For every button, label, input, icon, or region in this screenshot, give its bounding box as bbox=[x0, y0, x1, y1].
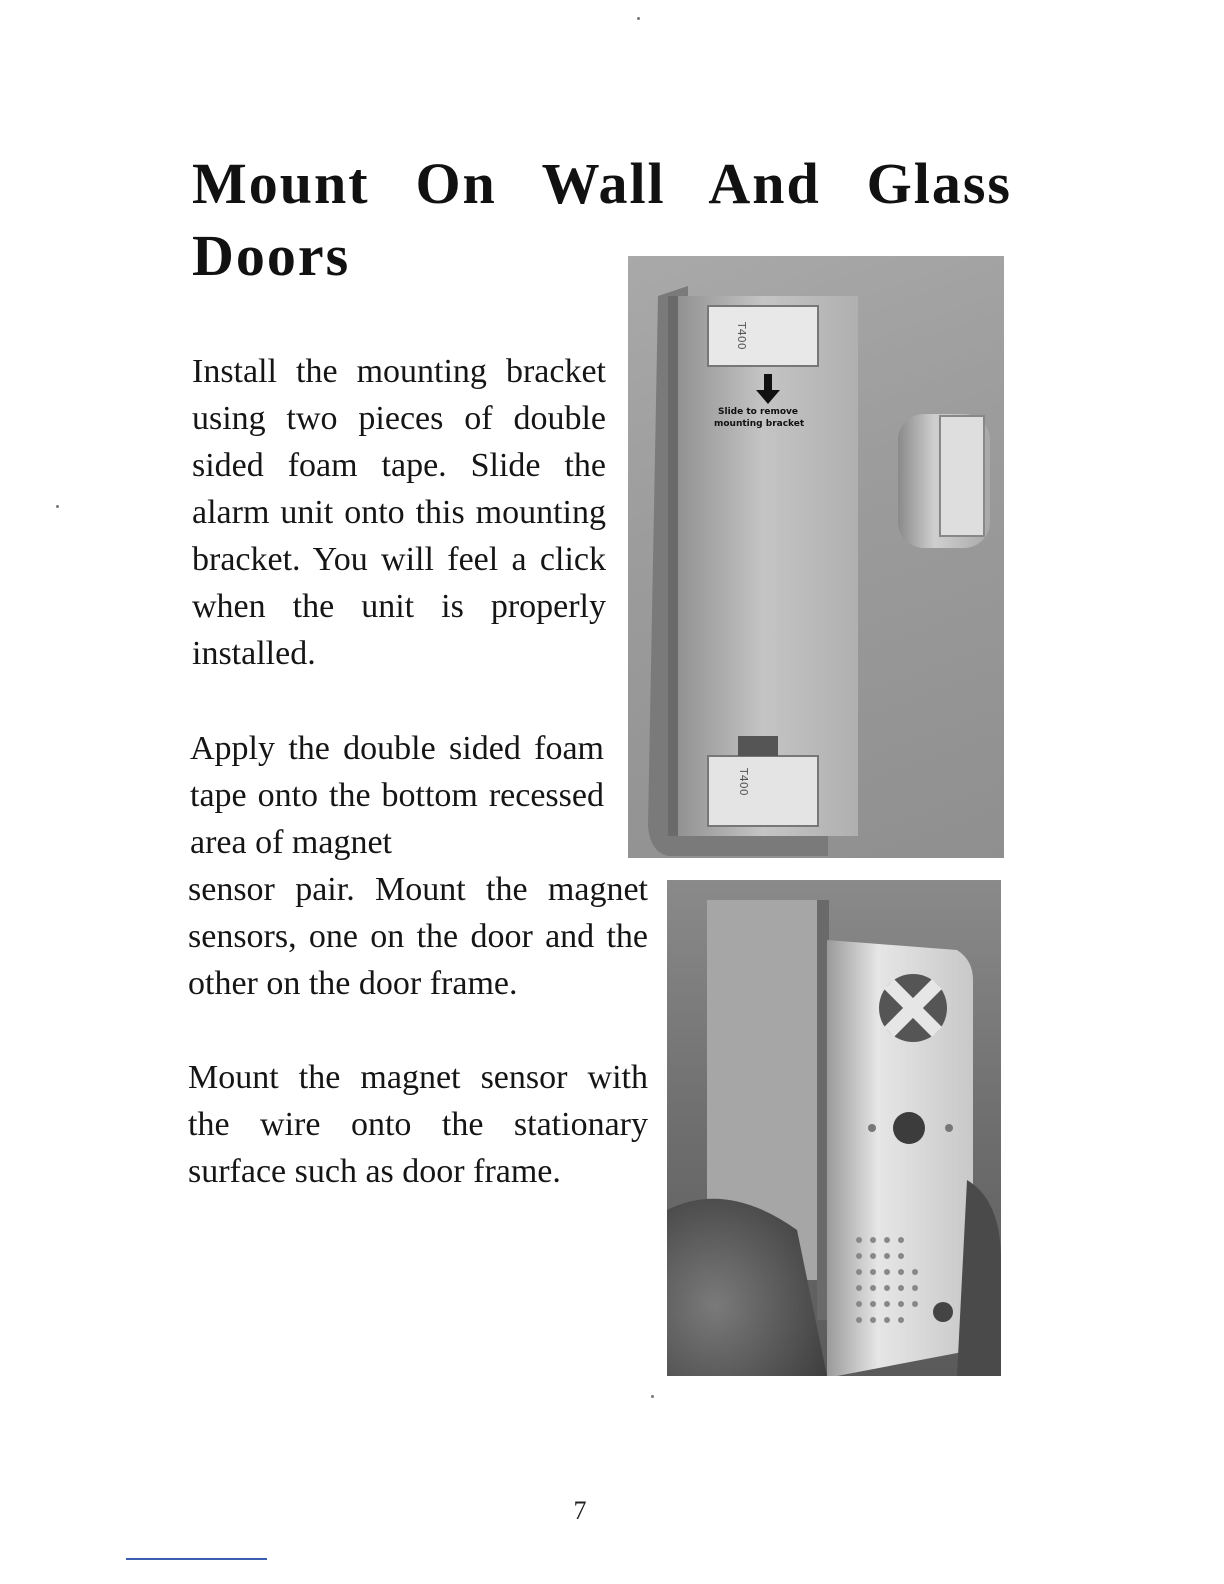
scan-speck bbox=[637, 17, 640, 20]
scan-speck bbox=[56, 505, 59, 508]
scan-speck bbox=[651, 1395, 654, 1398]
apply-tape-paragraph-part-2: sensor pair. Mount the magnet sensors, one on the door and the other on the door frame. bbox=[188, 871, 648, 1002]
page-title-line-2: Doors bbox=[192, 223, 351, 288]
mounting-bracket-photo bbox=[628, 256, 1004, 858]
bottom-foam-tape bbox=[708, 756, 818, 826]
page-title-line-1: Mount On Wall And Glass bbox=[192, 151, 1012, 216]
bottom-tape-label: T400 bbox=[737, 768, 750, 796]
top-tape-label: T400 bbox=[735, 322, 748, 350]
bracket-label-line-1: Slide to remove bbox=[718, 407, 799, 417]
bracket-clip bbox=[738, 736, 778, 756]
indicator-right bbox=[945, 1124, 953, 1132]
reset-button bbox=[933, 1302, 953, 1322]
magnet-sensor-tape bbox=[940, 416, 984, 536]
alarm-unit-photo bbox=[667, 880, 1001, 1376]
alarm-button bbox=[893, 1112, 925, 1144]
mount-sensor-paragraph: Mount the magnet sensor with the wire onto the stationary surface such as door frame. bbox=[188, 1059, 648, 1190]
alarm-unit-illustration bbox=[667, 880, 1001, 1376]
bracket-label-line-2: mounting bracket bbox=[714, 419, 805, 429]
bracket-rail bbox=[668, 296, 678, 836]
page-number: 7 bbox=[573, 1496, 587, 1525]
mounting-bracket-illustration bbox=[628, 256, 1004, 858]
install-bracket-paragraph: Install the mounting bracket using two pieces of double sided foam tape. Slide the alarm unit onto this mounting bracket. You will feel a click when the unit is properly installed. bbox=[192, 353, 606, 672]
top-foam-tape bbox=[708, 306, 818, 366]
indicator-left bbox=[868, 1124, 876, 1132]
apply-tape-paragraph-part-1: Apply the double sided foam tape onto the bottom recessed area of magnet bbox=[190, 730, 604, 861]
footer-rule bbox=[126, 1558, 267, 1560]
